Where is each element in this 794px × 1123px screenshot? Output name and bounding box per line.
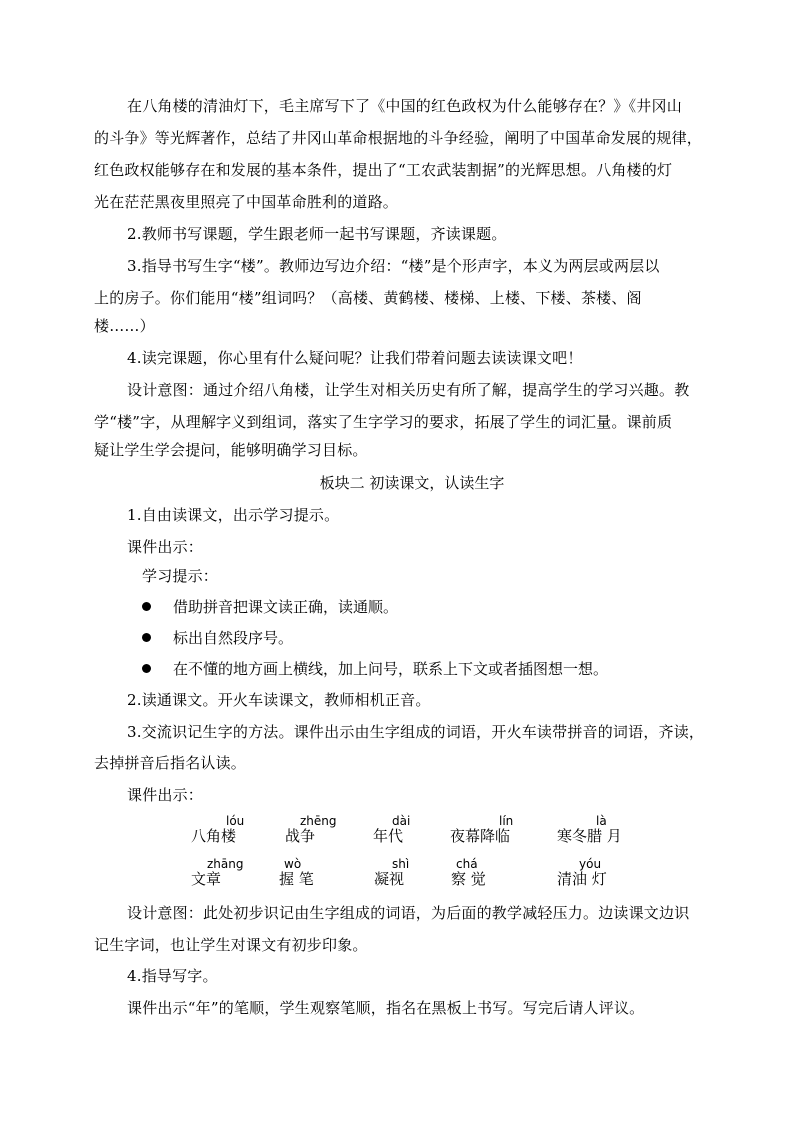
tip-item: 借助拼音把课文读正确，读通顺。 [142,597,398,617]
vocab-word: 年代 [373,827,404,845]
pinyin: zhāng [207,857,244,871]
step-2: 2.教师书写课题，学生跟老师一起书写课题，齐读课题。 [127,225,507,243]
pinyin: dài [392,814,411,828]
step-3-line: 3.指导书写生字“楼”。教师边写边介绍：“楼”是个形声字，本义为两层或两层以 [127,257,660,275]
pinyin: chá [456,857,478,871]
paragraph-line: 的斗争》等光辉著作，总结了井冈山革命根据地的斗争经验，阐明了中国革命发展的规律， [94,129,703,147]
pinyin: lóu [226,814,245,828]
section-step-1: 1.自由读课文，出示学习提示。 [127,506,340,524]
section-title: 板块二 初读课文，认读生字 [319,474,505,492]
tip-item: 在不懂的地方画上横线，加上问号，联系上下文或者插图想一想。 [142,659,608,679]
paragraph-line: 在八角楼的清油灯下，毛主席写下了《中国的红色政权为什么能够存在？》《井冈山 [127,97,682,115]
vocab-word: 八角楼 [191,827,237,845]
tips-title: 学习提示： [142,567,219,585]
vocab-word: 握 笔 [279,870,314,888]
step-3-line: 楼……） [94,317,155,335]
pinyin: là [596,814,607,828]
design-intent-line: 学“楼”字，从理解字义到组词，落实了生字学习的要求，拓展了学生的词汇量。课前质 [94,413,673,431]
vocab-word: 凝视 [374,870,405,888]
vocab-word: 察 觉 [451,870,486,888]
section-step-2: 2.读通课文。开火车读课文，教师相机正音。 [127,691,431,709]
section-step-3-line: 3.交流识记生字的方法。课件出示由生字组成的词语，开火车读带拼音的词语，齐读， [127,723,705,741]
design-intent-line: 设计意图：通过介绍八角楼，让学生对相关历史有所了解，提高学生的学习兴趣。教 [127,381,690,399]
pinyin: zhēng [300,814,337,828]
vocab-word: 文章 [191,870,222,888]
bullet-icon [142,633,151,642]
step-4: 4.读完课题，你心里有什么疑问呢？让我们带着问题去读读课文吧！ [127,349,583,367]
courseware-label: 课件出示： [127,786,204,804]
pinyin: lín [499,814,514,828]
vocab-word: 清油 灯 [557,870,607,888]
bullet-icon [142,602,151,611]
section-step-4: 4.指导写字。 [127,967,218,985]
pinyin: yóu [579,857,602,871]
vocab-word: 战争 [285,827,316,845]
courseware-label: 课件出示： [127,538,204,556]
vocab-word: 寒冬腊 月 [557,827,622,845]
paragraph-line: 红色政权能够存在和发展的基本条件，提出了“工农武装割据”的光辉思想。八角楼的灯 [94,161,673,179]
section-step-3-line: 去掉拼音后指名认读。 [94,754,247,772]
section-step-4-detail: 课件出示“年”的笔顺，学生观察笔顺，指名在黑板上书写。写完后请人评议。 [127,999,645,1017]
design-intent-line: 记生字词，也让学生对课文有初步印象。 [94,936,368,954]
pinyin: shì [392,857,410,871]
tip-item: 标出自然段序号。 [142,628,293,648]
pinyin: wò [284,857,302,871]
paragraph-line: 光在茫茫黑夜里照亮了中国革命胜利的道路。 [94,193,399,211]
step-3-line: 上的房子。你们能用“楼”组词吗？（高楼、黄鹤楼、楼梯、上楼、下楼、茶楼、阁 [94,289,642,307]
bullet-icon [142,664,151,673]
vocab-word: 夜幕降临 [450,827,511,845]
design-intent-line: 设计意图：此处初步识记由生字组成的词语，为后面的教学减轻压力。边读课文边识 [127,904,690,922]
design-intent-line: 疑让学生学会提问，能够明确学习目标。 [94,441,368,459]
